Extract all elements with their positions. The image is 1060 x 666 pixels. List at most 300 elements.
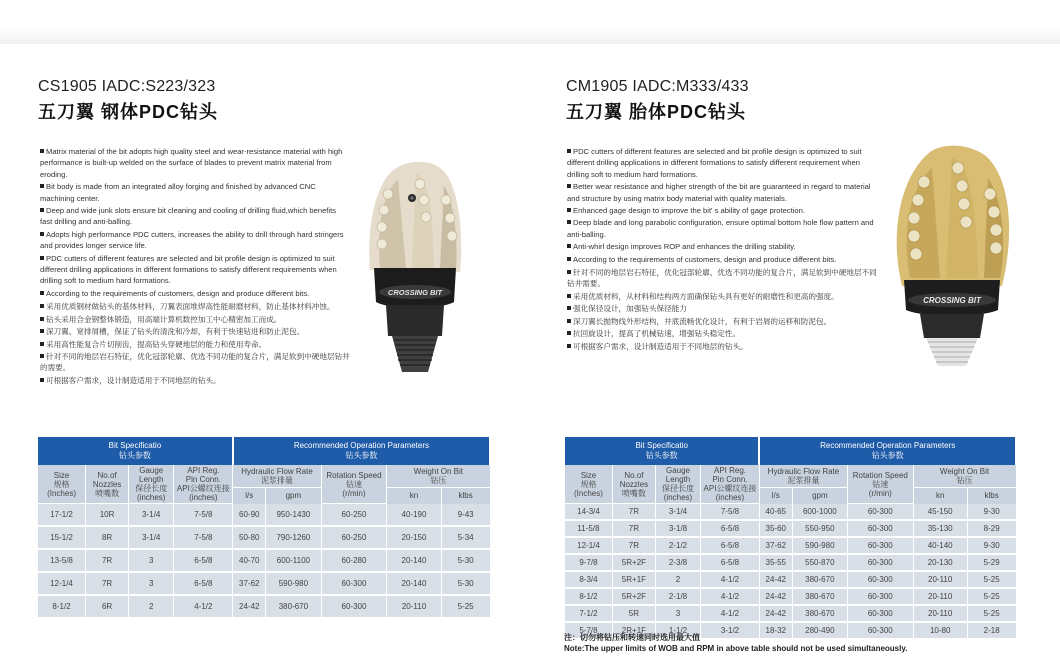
table-cell: 550-950 — [792, 520, 847, 537]
bullet-icon — [567, 344, 571, 348]
feature-cn — [40, 375, 350, 386]
flow-rate-header-line: 泥浆排量 — [787, 475, 820, 485]
table-cell: 7R — [612, 520, 655, 537]
table-cell: 8R — [86, 526, 129, 549]
feature-en — [567, 146, 879, 180]
table-cell: 8-1/2 — [38, 595, 86, 618]
bullet-icon — [40, 184, 44, 188]
feature-text: 抗回旋设计，提高了机械钻速，增强钻头稳定性。 — [573, 329, 741, 339]
table-cell: 40-140 — [913, 537, 967, 554]
feature-text: 采用优质钢材做钻头的基体材料，刀翼表面堆焊高性能耐磨材料，防止基体材料冲蚀。 — [46, 302, 335, 312]
table-cell: 600-1100 — [266, 549, 321, 572]
feature-text: 强化保径设计，加强钻头保径能力 — [573, 304, 687, 314]
feature-text: Bit body is made from an integrated alloy forging and finished by advanced CNC machining center. — [40, 182, 316, 203]
api-conn-header-line: API Reg. — [713, 466, 746, 475]
bullet-icon — [40, 208, 44, 212]
gauge-length-header-line: Gauge — [665, 466, 690, 475]
table-cell: 20-110 — [913, 571, 967, 588]
table-cell: 60-250 — [321, 504, 387, 527]
feature-text: 深刀翼长抛物线外形结构，井底流畅优化设计，有利于岩屑的运移和防泥包。 — [573, 316, 832, 326]
table-row — [38, 549, 490, 572]
feature-text: 深刀翼、宽排屑槽，保证了钻头的清洗和冷却，有利于快速钻进和防止泥包。 — [46, 327, 305, 337]
table-row — [565, 520, 1016, 537]
size-header-line: 规格 — [580, 479, 597, 489]
feature-cn — [567, 291, 879, 302]
table-cell: 2 — [129, 595, 174, 618]
usage-note-cn: 注：切勿将钻压和转速同时选用最大值 — [564, 633, 700, 642]
rotation-speed-header-line: Rotation Speed — [852, 470, 908, 480]
table-cell: 2-1/2 — [655, 537, 700, 554]
table-cell: 24-42 — [759, 588, 792, 605]
feature-text: 可根据客户需求，设计制造适用于不同地层的钻头。 — [46, 375, 221, 385]
table-cell: 20-150 — [387, 526, 441, 549]
table-cell: 600-1000 — [792, 504, 847, 521]
table-cell: 6-5/8 — [174, 572, 233, 595]
table-cell: 5-25 — [441, 595, 490, 618]
operation-params-header-line: Recommended Operation Parameters — [293, 441, 429, 450]
feature-en — [567, 241, 879, 252]
bit-spec-header-line: 钻头参数 — [118, 451, 151, 460]
table-cell: 50-80 — [233, 526, 266, 549]
unit-kn: kn — [387, 487, 441, 504]
usage-note-en: Note:The upper limits of WOB and RPM in above table should not be used simultaneously. — [564, 644, 908, 653]
api-conn-header-line: Pin Conn. — [185, 475, 221, 484]
bullet-icon — [40, 317, 44, 321]
table-cell: 60-300 — [848, 520, 914, 537]
table-cell: 40-190 — [387, 504, 441, 527]
table-cell: 2-1/8 — [655, 588, 700, 605]
table-cell: 40-70 — [233, 549, 266, 572]
feature-en — [567, 205, 879, 216]
table-cell: 24-42 — [233, 595, 266, 618]
table-cell: 6-5/8 — [701, 554, 760, 571]
table-cell: 60-300 — [848, 571, 914, 588]
bullet-icon — [40, 149, 44, 153]
feature-cn — [567, 303, 879, 314]
feature-en — [40, 146, 350, 180]
table-cell: 35-60 — [759, 520, 792, 537]
table-cell: 7R — [86, 572, 129, 595]
table-cell: 40-65 — [759, 504, 792, 521]
size-header-line: (Inches) — [47, 488, 76, 498]
feature-cn — [40, 314, 350, 325]
table-row — [565, 605, 1016, 622]
feature-text: 针对不同的地层岩石特征，优化冠部轮廓、优选不同功能的复合片，满足软到中硬地层不同钻井需要。 — [567, 268, 877, 289]
table-cell: 280-490 — [792, 622, 847, 639]
feature-cn — [567, 267, 879, 290]
bit-spec-header-line: 钻头参数 — [645, 451, 678, 460]
product-title-cn: 五刀翼 钢体PDC钻头 — [38, 102, 219, 122]
column-header-row — [38, 465, 490, 487]
table-cell: 590-980 — [266, 572, 321, 595]
size-header-line: Size — [580, 470, 597, 480]
bullet-icon — [567, 220, 571, 224]
table-cell: 7-5/8 — [701, 504, 760, 521]
steel-body-bit-image — [360, 140, 470, 380]
table-cell: 2-3/8 — [655, 554, 700, 571]
table-cell: 60-280 — [321, 549, 387, 572]
table-cell: 790-1260 — [266, 526, 321, 549]
table-cell: 950-1430 — [266, 504, 321, 527]
feature-text: According to the requirements of customers, design and produce different bits. — [573, 254, 837, 264]
feature-en — [40, 253, 350, 287]
size-header — [565, 465, 612, 504]
gauge-length-header-line: Gauge — [139, 466, 164, 475]
product-title-en: CS1905 IADC:S223/323 — [38, 78, 216, 95]
unit-ls: l/s — [233, 487, 266, 504]
gauge-length-header-line: 保径长度 — [135, 484, 168, 493]
table-cell: 9-30 — [967, 504, 1016, 521]
brand-logo-text: CROSSING BIT — [387, 288, 443, 297]
table-cell: 3-1/4 — [129, 504, 174, 527]
weight-on-bit-header — [913, 465, 1016, 487]
table-cell: 9-43 — [441, 504, 490, 527]
table-cell: 14-3/4 — [565, 504, 612, 521]
product-panel-cm1905 — [540, 0, 1060, 666]
feature-text: 针对不同的地层岩石特征，优化冠部轮廓、优选不同功能的复合片，满足软到中硬地层钻井的需要。 — [40, 351, 350, 373]
feature-list-cn — [40, 301, 350, 386]
column-header-row — [565, 465, 1016, 487]
table-cell: 60-300 — [848, 537, 914, 554]
feature-text: Better wear resistance and higher strength of the bit are guaranteed in regard to material and structure by using matrix body material with quality materials. — [567, 182, 871, 203]
rotation-speed-header-line: 钻速 — [345, 479, 362, 489]
rotation-speed-header-line: (r/min) — [868, 488, 892, 498]
table-cell: 7R — [612, 504, 655, 521]
feature-cn — [40, 326, 350, 337]
header-band-row — [38, 437, 490, 465]
flow-rate-header-line: Hydraulic Flow Rate — [241, 466, 313, 476]
product-description — [567, 146, 879, 353]
unit-kn: kn — [913, 487, 967, 504]
bullet-icon — [567, 270, 571, 274]
rotation-speed-header-line: 钻速 — [872, 479, 889, 489]
table-cell: 5-34 — [441, 526, 490, 549]
bullet-icon — [40, 354, 44, 358]
table-cell: 35-130 — [913, 520, 967, 537]
feature-cn — [567, 316, 879, 327]
table-cell: 17-1/2 — [38, 504, 86, 527]
unit-gpm: gpm — [266, 487, 321, 504]
weight-on-bit-header — [387, 465, 490, 487]
table-cell: 380-670 — [792, 605, 847, 622]
table-row — [565, 504, 1016, 521]
feature-text: PDC cutters of different features are selected and bit profile design is optimized to suit different drilling applications in different formations to satisfy different requirement when drilling soft to medium hard formations. — [567, 147, 862, 179]
rotation-speed-header-line: (r/min) — [342, 488, 366, 498]
gauge-length-header-line: Length — [139, 475, 164, 484]
rotation-speed-header — [321, 465, 387, 504]
usage-note — [564, 632, 907, 654]
table-cell: 9-7/8 — [565, 554, 612, 571]
header-band-row — [565, 437, 1016, 465]
feature-text: 可根据客户需求，设计制造适用于不同地层的钻头。 — [573, 341, 748, 351]
api-conn-header-line: (inches) — [715, 493, 745, 502]
table-cell: 2 — [655, 571, 700, 588]
table-row — [565, 571, 1016, 588]
nozzles-header-line: 喷嘴数 — [95, 488, 120, 498]
table-cell: 60-300 — [848, 605, 914, 622]
table-row — [565, 554, 1016, 571]
nozzles-header-line: Nozzles — [92, 479, 122, 489]
weight-on-bit-header-line: 钻压 — [956, 475, 973, 485]
table-cell: 5R+1F — [612, 571, 655, 588]
table-cell: 6-5/8 — [701, 520, 760, 537]
feature-cn — [40, 339, 350, 350]
table-cell: 4-1/2 — [701, 571, 760, 588]
table-cell: 8-3/4 — [565, 571, 612, 588]
table-cell: 5-30 — [441, 572, 490, 595]
table-row — [38, 526, 490, 549]
table-cell: 12-1/4 — [565, 537, 612, 554]
size-header-line: (Inches) — [574, 488, 603, 498]
feature-text: Anti-whirl design improves ROP and enhances the drilling stability. — [573, 242, 796, 252]
table-cell: 24-42 — [759, 605, 792, 622]
gauge-length-header — [655, 465, 700, 504]
table-cell: 20-110 — [913, 588, 967, 605]
api-conn-header-line: API Reg. — [187, 466, 220, 475]
operation-params-header-line: 钻头参数 — [345, 451, 378, 460]
table-cell: 60-300 — [848, 622, 914, 639]
product-title-en: CM1905 IADC:M333/433 — [566, 78, 749, 95]
feature-en — [567, 181, 879, 204]
unit-ls: l/s — [759, 487, 792, 504]
feature-en — [40, 288, 350, 299]
flow-rate-header-line: 泥浆排量 — [260, 475, 293, 485]
table-cell: 5-25 — [967, 571, 1016, 588]
feature-text: Adopts high performance PDC cutters, increases the ability to drill through hard stringers and provides longer service life. — [40, 229, 344, 251]
feature-en — [40, 229, 350, 252]
table-row — [38, 504, 490, 527]
bullet-icon — [40, 329, 44, 333]
feature-text: PDC cutters of different features are selected and bit profile design is optimized to suit different drilling applications in different formations to satisfy different requirements when drilling soft to medium hard formations. — [40, 253, 337, 286]
bullet-icon — [40, 342, 44, 346]
table-cell: 6-5/8 — [701, 537, 760, 554]
table-cell: 5R+2F — [612, 588, 655, 605]
gauge-length-header-line: 保径长度 — [661, 484, 694, 493]
operation-params-header — [759, 437, 1016, 465]
table-cell: 5-25 — [967, 605, 1016, 622]
nozzles-header-line: No.of — [624, 470, 644, 480]
bullet-icon — [567, 244, 571, 248]
table-row — [38, 572, 490, 595]
bullet-icon — [567, 184, 571, 188]
operation-params-header-line: 钻头参数 — [871, 451, 904, 460]
table-cell: 3-1/4 — [655, 504, 700, 521]
feature-text: 采用高性能复合片切削齿，提高钻头穿硬地层的能力和使用寿命。 — [46, 339, 267, 349]
table-cell: 15-1/2 — [38, 526, 86, 549]
product-title-cn: 五刀翼 胎体PDC钻头 — [566, 102, 747, 122]
table-cell: 18-32 — [759, 622, 792, 639]
bullet-icon — [40, 291, 44, 295]
feature-en — [40, 205, 350, 228]
nozzles-header-line: 喷嘴数 — [621, 488, 646, 498]
table-cell: 9-30 — [967, 537, 1016, 554]
table-cell: 4-1/2 — [701, 605, 760, 622]
table-cell: 35-55 — [759, 554, 792, 571]
table-cell: 12-1/4 — [38, 572, 86, 595]
api-conn-header-line: API公螺纹连接 — [703, 484, 757, 493]
bullet-icon — [40, 232, 44, 236]
api-conn-header — [174, 465, 233, 504]
weight-on-bit-header-line: Weight On Bit — [939, 466, 990, 476]
api-conn-header-line: (inches) — [189, 493, 218, 502]
table-cell: 11-5/8 — [565, 520, 612, 537]
spec-table-cm1905 — [565, 437, 1017, 640]
table-cell: 60-90 — [233, 504, 266, 527]
feature-text: Enhanced gage design to improve the bit' s ability of gage protection. — [573, 206, 805, 216]
table-cell: 60-300 — [321, 595, 387, 618]
table-cell: 3-1/2 — [701, 622, 760, 639]
table-cell: 7R — [612, 537, 655, 554]
nozzles-header-line: No.of — [97, 470, 117, 480]
table-cell: 590-980 — [792, 537, 847, 554]
table-cell: 10-80 — [913, 622, 967, 639]
table-cell: 5-25 — [967, 588, 1016, 605]
bullet-icon — [567, 331, 571, 335]
feature-list-cn — [567, 267, 879, 352]
feature-cn — [40, 301, 350, 312]
table-cell: 60-300 — [848, 588, 914, 605]
table-cell: 3 — [129, 572, 174, 595]
flow-rate-header-line: Hydraulic Flow Rate — [767, 466, 840, 476]
table-cell: 6-5/8 — [174, 549, 233, 572]
nozzles-header-line: Nozzles — [619, 479, 649, 489]
bit-spec-header-line: Bit Specificatio — [635, 441, 688, 450]
feature-text: 钻头采用合金钢整体锻造，用高端计算机数控加工中心精密加工而成。 — [46, 314, 282, 324]
table-row — [565, 537, 1016, 554]
bullet-icon — [567, 319, 571, 323]
flow-rate-header — [233, 465, 321, 487]
table-cell: 380-670 — [266, 595, 321, 618]
table-cell: 7R — [86, 549, 129, 572]
table-cell: 3 — [129, 549, 174, 572]
table-cell: 3 — [655, 605, 700, 622]
weight-on-bit-header-line: Weight On Bit — [413, 466, 464, 476]
table-cell: 8-29 — [967, 520, 1016, 537]
nozzles-header — [86, 465, 129, 504]
table-cell: 37-62 — [233, 572, 266, 595]
table-cell: 1-1/2 — [655, 622, 700, 639]
table-cell: 10R — [86, 504, 129, 527]
operation-params-header-line: Recommended Operation Parameters — [820, 441, 956, 450]
bullet-icon — [567, 294, 571, 298]
table-cell: 2-18 — [967, 622, 1016, 639]
product-description — [40, 146, 350, 387]
table-cell: 20-110 — [913, 605, 967, 622]
operation-params-header — [233, 437, 490, 465]
table-cell: 45-150 — [913, 504, 967, 521]
feature-text: According to the requirements of customers, design and produce different bits. — [46, 288, 310, 298]
bullet-icon — [567, 257, 571, 261]
bit-spec-header — [38, 437, 233, 465]
table-cell: 60-300 — [321, 572, 387, 595]
table-cell: 5-29 — [967, 554, 1016, 571]
table-cell: 3-1/8 — [655, 520, 700, 537]
size-header-line: 规格 — [53, 479, 70, 489]
table-cell: 7-1/2 — [565, 605, 612, 622]
feature-en — [567, 254, 879, 265]
gauge-length-header — [129, 465, 174, 504]
table-cell: 380-670 — [792, 588, 847, 605]
table-cell: 13-5/8 — [38, 549, 86, 572]
nozzles-header — [612, 465, 655, 504]
table-cell: 3-1/4 — [129, 526, 174, 549]
flow-rate-header — [759, 465, 847, 487]
product-panel-cs1905 — [0, 0, 520, 666]
table-cell: 5R — [612, 605, 655, 622]
size-header-line: Size — [53, 470, 70, 480]
bullet-icon — [567, 208, 571, 212]
table-cell: 4-1/2 — [174, 595, 233, 618]
gauge-length-header-line: (inches) — [663, 493, 693, 502]
feature-text: Deep blade and long parabolic configuration, ensure optimal bottom hole flow pattern and anti-balling. — [567, 218, 874, 239]
brand-logo-text: CROSSING BIT — [923, 296, 981, 305]
table-cell: 60-250 — [321, 526, 387, 549]
feature-cn — [567, 328, 879, 339]
table-cell: 5-7/8 — [565, 622, 612, 639]
feature-cn — [567, 341, 879, 352]
bit-spec-header-line: Bit Specificatio — [108, 441, 162, 450]
table-cell: 37-62 — [759, 537, 792, 554]
gauge-length-header-line: (inches) — [137, 493, 166, 502]
table-row — [38, 595, 490, 618]
unit-gpm: gpm — [792, 487, 847, 504]
weight-on-bit-header-line: 钻压 — [430, 475, 447, 485]
feature-text: 采用优质材料，从材料和结构两方面确保钻头具有更好的耐磨性和更高的强度。 — [573, 291, 839, 301]
bullet-icon — [567, 149, 571, 153]
table-cell: 7-5/8 — [174, 526, 233, 549]
api-conn-header-line: Pin Conn. — [712, 475, 748, 484]
spec-table-cs1905 — [38, 437, 491, 619]
table-cell: 550-870 — [792, 554, 847, 571]
table-cell: 60-300 — [848, 554, 914, 571]
bullet-icon — [40, 304, 44, 308]
rotation-speed-header — [848, 465, 914, 504]
feature-en — [567, 217, 879, 240]
table-cell: 2R+1F — [612, 622, 655, 639]
bullet-icon — [40, 378, 44, 382]
table-cell: 60-300 — [848, 504, 914, 521]
table-cell: 6R — [86, 595, 129, 618]
table-cell: 5-30 — [441, 549, 490, 572]
api-conn-header — [701, 465, 760, 504]
matrix-body-bit-image — [880, 138, 1020, 368]
feature-text: Deep and wide junk slots ensure bit cleaning and cooling of drilling fluid,which benefits fast drilling and anti-balling. — [40, 206, 337, 227]
unit-klbs: klbs — [441, 487, 490, 504]
api-conn-header-line: API公螺纹连接 — [176, 484, 230, 493]
size-header — [38, 465, 86, 504]
feature-text: Matrix material of the bit adopts high quality steel and wear-resistance material with high performance is built-up welded on the surface of blades to prevent matrix material from eroding. — [40, 147, 343, 179]
feature-en — [40, 181, 350, 204]
table-cell: 20-130 — [913, 554, 967, 571]
bullet-icon — [567, 306, 571, 310]
table-cell: 20-110 — [387, 595, 441, 618]
table-cell: 5R+2F — [612, 554, 655, 571]
table-cell: 24-42 — [759, 571, 792, 588]
table-cell: 7-5/8 — [174, 504, 233, 527]
bit-spec-header — [565, 437, 759, 465]
table-cell: 20-140 — [387, 549, 441, 572]
rotation-speed-header-line: Rotation Speed — [326, 470, 382, 480]
table-cell: 380-670 — [792, 571, 847, 588]
unit-klbs: klbs — [967, 487, 1016, 504]
bullet-icon — [40, 256, 44, 260]
table-cell: 20-140 — [387, 572, 441, 595]
gauge-length-header-line: Length — [665, 475, 691, 484]
table-cell: 8-1/2 — [565, 588, 612, 605]
feature-cn — [40, 351, 350, 374]
table-row — [565, 588, 1016, 605]
table-cell: 4-1/2 — [701, 588, 760, 605]
